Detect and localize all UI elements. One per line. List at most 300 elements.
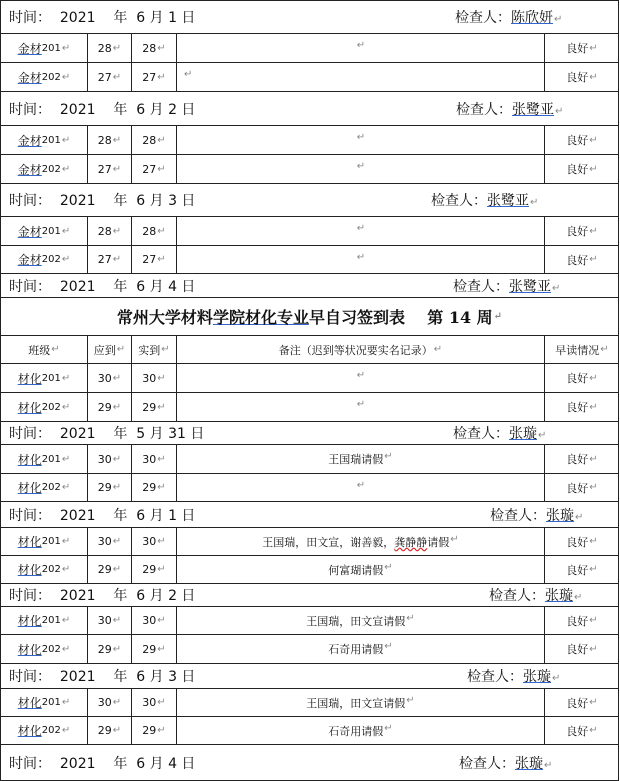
class-name: 金材 <box>17 133 42 148</box>
date-row <box>0 584 619 607</box>
day-label: 日 <box>176 10 196 26</box>
note-cell <box>177 217 545 245</box>
day-label: 日 <box>176 278 196 295</box>
checker-label: 检查人： <box>431 193 487 209</box>
due-cell <box>88 217 132 245</box>
reading-value: 良好 <box>566 253 589 267</box>
note-text: 王国瑞，田文宣请假 <box>306 697 406 710</box>
return-mark: ↵ <box>112 536 122 547</box>
checker-text <box>453 276 560 296</box>
class-cell <box>1 155 88 183</box>
return-mark: ↵ <box>61 453 71 465</box>
due-value: 29 <box>97 400 112 414</box>
return-mark: ↵ <box>157 643 166 655</box>
return-mark: ↵ <box>112 482 122 493</box>
return-mark: ↵ <box>112 254 122 265</box>
time-label: 时间： <box>9 426 51 442</box>
day-label: 日 <box>176 669 196 685</box>
month-label: 月 <box>145 588 169 604</box>
due-value: 30 <box>97 452 112 466</box>
due-cell <box>88 126 132 154</box>
return-mark: ↵ <box>61 372 71 384</box>
reading-cell <box>545 635 619 663</box>
reading-cell <box>545 126 619 154</box>
return-mark: ↵ <box>589 453 598 465</box>
return-mark: ↵ <box>61 401 71 413</box>
time-label: 时间： <box>9 10 51 26</box>
checker-text <box>453 423 546 443</box>
date-text <box>9 7 195 27</box>
month-value: 6 <box>136 278 146 295</box>
note-cell <box>177 717 545 744</box>
class-number: 201 <box>41 453 61 465</box>
checker-text <box>431 190 538 210</box>
due-value: 30 <box>97 371 112 385</box>
title-college: 学院 <box>212 308 245 327</box>
header-due-text: 应到 <box>93 343 116 357</box>
data-row <box>0 635 619 664</box>
year-label: 年 <box>95 669 137 685</box>
class-cell <box>1 635 88 663</box>
return-mark: ↵ <box>61 615 71 626</box>
checker-name: 张璇 <box>509 426 537 442</box>
due-cell <box>88 556 132 583</box>
reading-value: 良好 <box>566 643 589 656</box>
checker-text <box>490 505 583 525</box>
date-text <box>9 276 195 296</box>
checker-label: 检查人： <box>467 669 523 685</box>
return-mark: ↵ <box>356 480 366 491</box>
present-value: 30 <box>142 696 157 709</box>
due-cell <box>88 34 132 62</box>
month-value: 6 <box>136 755 146 772</box>
header-class <box>1 336 88 363</box>
return-mark: ↵ <box>61 42 71 54</box>
class-number: 201 <box>41 134 61 146</box>
due-cell <box>88 393 132 421</box>
return-mark: ↵ <box>356 252 366 263</box>
return-mark: ↵ <box>157 615 166 626</box>
month-label: 月 <box>145 278 169 295</box>
return-mark: ↵ <box>552 673 561 684</box>
note-text: 石奇用请假 <box>328 725 384 738</box>
date-text <box>9 505 195 525</box>
class-number: 202 <box>41 482 61 493</box>
reading-cell <box>545 155 619 183</box>
present-cell <box>132 607 177 634</box>
return-mark: ↵ <box>356 40 366 51</box>
return-mark: ↵ <box>184 69 193 80</box>
title-school: 常州大学材料 <box>116 308 213 327</box>
present-cell <box>132 364 177 392</box>
time-label: 时间： <box>9 101 51 118</box>
year-value: 2021 <box>51 278 96 295</box>
data-row <box>0 155 619 184</box>
reading-cell <box>545 528 619 555</box>
due-value: 29 <box>97 642 112 656</box>
header-note-text: 备注（迟到等状况要实名记录） <box>278 343 433 357</box>
note-cell <box>177 364 545 392</box>
return-mark: ↵ <box>356 370 366 381</box>
present-value: 27 <box>142 70 157 84</box>
reading-value: 良好 <box>566 225 589 238</box>
date-text <box>9 753 195 773</box>
return-mark: ↵ <box>157 536 166 547</box>
due-cell <box>88 607 132 634</box>
day-label: 日 <box>176 101 196 118</box>
return-mark: ↵ <box>157 254 166 265</box>
class-cell <box>1 34 88 62</box>
present-cell <box>132 635 177 663</box>
note-text: 石奇用请假 <box>328 643 384 656</box>
class-name: 材化 <box>17 563 42 577</box>
header-row <box>0 336 619 364</box>
day-value: 2 <box>168 588 177 604</box>
return-mark: ↵ <box>552 282 561 294</box>
month-value: 6 <box>136 10 146 26</box>
class-name: 材化 <box>17 535 42 549</box>
return-mark: ↵ <box>61 564 71 575</box>
reading-value: 良好 <box>566 134 589 147</box>
class-cell <box>1 393 88 421</box>
data-row <box>0 246 619 274</box>
reading-value: 良好 <box>566 481 589 495</box>
present-cell <box>132 528 177 555</box>
title-major: 材化专业 <box>244 308 309 327</box>
return-mark: ↵ <box>112 453 122 465</box>
date-row <box>0 92 619 126</box>
year-value: 2021 <box>51 101 96 118</box>
return-mark: ↵ <box>356 223 366 234</box>
class-name: 金材 <box>17 162 42 177</box>
data-row <box>0 607 619 635</box>
return-mark: ↵ <box>384 641 393 652</box>
data-row <box>0 474 619 502</box>
reading-value: 良好 <box>566 163 589 176</box>
return-mark: ↵ <box>555 105 564 117</box>
class-cell <box>1 126 88 154</box>
checker-label: 检查人： <box>456 101 512 118</box>
class-name: 材化 <box>17 371 42 386</box>
month-value: 6 <box>136 669 146 685</box>
return-mark: ↵ <box>112 163 122 175</box>
year-label: 年 <box>95 507 137 524</box>
due-cell <box>88 474 132 501</box>
class-cell <box>1 556 88 583</box>
present-cell <box>132 246 177 273</box>
data-row <box>0 717 619 745</box>
header-note <box>177 336 545 363</box>
month-label: 月 <box>145 507 169 524</box>
month-label: 月 <box>145 755 169 772</box>
date-row <box>0 184 619 217</box>
checker-label: 检查人： <box>489 588 545 604</box>
class-number: 201 <box>41 225 61 237</box>
month-label: 月 <box>145 101 169 118</box>
year-label: 年 <box>95 101 137 118</box>
due-cell <box>88 155 132 183</box>
class-name: 材化 <box>17 642 42 657</box>
return-mark: ↵ <box>112 372 122 384</box>
return-mark: ↵ <box>544 759 553 771</box>
month-label: 月 <box>145 10 169 26</box>
reading-value: 良好 <box>566 614 589 628</box>
return-mark: ↵ <box>433 344 443 355</box>
note-cell <box>177 126 545 154</box>
header-present-text: 实到 <box>138 343 161 357</box>
reading-cell <box>545 607 619 634</box>
return-mark: ↵ <box>589 254 598 265</box>
time-label: 时间： <box>9 507 51 524</box>
return-mark: ↵ <box>112 697 122 708</box>
due-value: 27 <box>97 70 112 84</box>
date-row <box>0 502 619 528</box>
present-value: 27 <box>142 162 157 176</box>
note-cell <box>177 556 545 583</box>
class-number: 202 <box>41 71 61 83</box>
due-cell <box>88 528 132 555</box>
present-value: 28 <box>142 133 157 147</box>
checker-label: 检查人： <box>490 507 546 524</box>
return-mark: ↵ <box>384 562 393 573</box>
class-name: 金材 <box>17 70 42 85</box>
return-mark: ↵ <box>589 372 598 384</box>
return-mark: ↵ <box>406 695 415 706</box>
day-label: 日 <box>176 588 196 604</box>
year-label: 年 <box>95 588 137 604</box>
present-cell <box>132 217 177 245</box>
class-cell <box>1 364 88 392</box>
return-mark: ↵ <box>575 511 584 523</box>
return-mark: ↵ <box>384 723 393 734</box>
return-mark: ↵ <box>450 534 459 545</box>
reading-value: 良好 <box>566 724 589 738</box>
class-cell <box>1 63 88 91</box>
reading-value: 良好 <box>566 563 589 577</box>
title-tail: 早自习签到表 <box>308 308 405 327</box>
return-mark: ↵ <box>384 451 393 462</box>
time-label: 时间： <box>9 193 51 209</box>
present-value: 29 <box>142 563 157 576</box>
present-value: 29 <box>142 724 157 737</box>
present-cell <box>132 474 177 501</box>
reading-value: 良好 <box>566 401 589 414</box>
return-mark: ↵ <box>116 344 126 355</box>
year-value: 2021 <box>51 193 96 209</box>
checker-text <box>459 753 552 773</box>
checker-name: 张璇 <box>515 755 543 772</box>
note-name: 龚静静 <box>394 536 428 549</box>
note-cell <box>177 155 545 183</box>
return-mark: ↵ <box>157 42 166 54</box>
return-mark: ↵ <box>589 725 598 736</box>
month-value: 6 <box>136 193 146 209</box>
class-number: 202 <box>41 401 61 413</box>
present-cell <box>132 126 177 154</box>
class-cell <box>1 607 88 634</box>
note-text: 何富瑚请假 <box>328 564 384 577</box>
month-value: 5 <box>136 426 146 442</box>
return-mark: ↵ <box>51 344 60 355</box>
return-mark: ↵ <box>356 399 366 410</box>
checker-label: 检查人： <box>459 755 515 772</box>
checker-name: 张璇 <box>545 588 573 604</box>
date-text <box>9 585 195 605</box>
day-value: 1 <box>168 507 177 524</box>
class-number: 201 <box>41 697 61 708</box>
return-mark: ↵ <box>157 564 166 575</box>
return-mark: ↵ <box>61 725 71 736</box>
month-label: 月 <box>145 426 169 442</box>
year-label: 年 <box>95 755 137 772</box>
reading-value: 良好 <box>566 372 589 385</box>
checker-name: 陈欣妍 <box>511 10 553 26</box>
return-mark: ↵ <box>157 482 166 493</box>
return-mark: ↵ <box>589 482 598 493</box>
due-cell <box>88 63 132 91</box>
year-value: 2021 <box>51 588 96 604</box>
return-mark: ↵ <box>161 344 170 355</box>
note-cell <box>177 63 545 91</box>
checker-label: 检查人： <box>453 426 509 442</box>
time-label: 时间： <box>9 588 51 604</box>
return-mark: ↵ <box>61 643 71 655</box>
return-mark: ↵ <box>589 643 598 655</box>
class-name: 材化 <box>17 452 42 467</box>
date-row <box>0 0 619 34</box>
due-value: 30 <box>97 696 112 709</box>
return-mark: ↵ <box>112 71 122 83</box>
month-value: 6 <box>136 507 146 524</box>
reading-value: 良好 <box>566 71 589 84</box>
checker-name: 张鹭亚 <box>509 278 551 295</box>
return-mark: ↵ <box>589 536 598 547</box>
class-cell <box>1 246 88 273</box>
note-cell <box>177 474 545 501</box>
class-name: 材化 <box>17 696 42 710</box>
present-value: 29 <box>142 481 157 494</box>
month-label: 月 <box>145 669 169 685</box>
month-value: 6 <box>136 101 146 118</box>
class-cell <box>1 217 88 245</box>
header-class-text: 班级 <box>28 343 51 357</box>
due-value: 29 <box>97 481 112 494</box>
class-number: 202 <box>41 643 61 655</box>
note-cell <box>177 607 545 634</box>
due-value: 30 <box>97 614 112 627</box>
reading-cell <box>545 474 619 501</box>
due-value: 27 <box>97 253 112 266</box>
checker-name: 张鹭亚 <box>487 193 529 209</box>
present-cell <box>132 689 177 716</box>
day-value: 2 <box>168 101 177 118</box>
present-value: 30 <box>142 371 157 385</box>
note-text: 王国瑞请假 <box>328 453 384 466</box>
return-mark: ↵ <box>356 132 366 143</box>
reading-cell <box>545 246 619 273</box>
return-mark: ↵ <box>493 311 503 322</box>
return-mark: ↵ <box>589 225 598 237</box>
class-number: 202 <box>41 725 61 736</box>
return-mark: ↵ <box>589 163 598 175</box>
month-value: 6 <box>136 588 146 604</box>
year-value: 2021 <box>51 669 96 685</box>
class-number: 201 <box>41 372 61 384</box>
due-cell <box>88 364 132 392</box>
date-row <box>0 664 619 689</box>
return-mark: ↵ <box>61 254 71 265</box>
return-mark: ↵ <box>61 225 71 237</box>
day-value: 3 <box>168 669 177 685</box>
class-name: 金材 <box>17 224 42 239</box>
year-label: 年 <box>95 10 137 26</box>
due-cell <box>88 635 132 663</box>
class-cell <box>1 689 88 716</box>
class-number: 201 <box>41 536 61 547</box>
return-mark: ↵ <box>574 592 583 603</box>
present-cell <box>132 445 177 473</box>
checker-name: 张璇 <box>523 669 551 685</box>
return-mark: ↵ <box>61 71 71 83</box>
data-row <box>0 364 619 393</box>
date-text <box>9 666 195 686</box>
title-row <box>0 298 619 336</box>
note-cell <box>177 34 545 62</box>
return-mark: ↵ <box>61 134 71 146</box>
class-number: 202 <box>41 254 61 265</box>
header-reading-text: 早读情况 <box>555 343 600 357</box>
header-due <box>88 336 132 363</box>
due-cell <box>88 689 132 716</box>
reading-value: 良好 <box>566 696 589 710</box>
return-mark: ↵ <box>530 197 539 208</box>
present-cell <box>132 393 177 421</box>
note-text: 请假 <box>427 536 450 549</box>
checker-label: 检查人： <box>453 278 509 295</box>
day-value: 31 <box>168 426 186 442</box>
present-cell <box>132 155 177 183</box>
class-number: 202 <box>41 163 61 175</box>
due-value: 30 <box>97 535 112 548</box>
checker-label: 检查人： <box>455 10 511 26</box>
year-label: 年 <box>95 193 137 209</box>
note-text: 王国瑞，田文宣请假 <box>306 615 406 628</box>
return-mark: ↵ <box>157 401 166 413</box>
reading-value: 良好 <box>566 453 589 466</box>
class-name: 材化 <box>17 400 42 415</box>
class-number: 201 <box>41 42 61 54</box>
present-value: 30 <box>142 452 157 466</box>
note-cell <box>177 689 545 716</box>
present-value: 29 <box>142 400 157 414</box>
day-label: 日 <box>185 426 205 442</box>
checker-text <box>455 7 562 27</box>
return-mark: ↵ <box>538 430 547 441</box>
reading-cell <box>545 445 619 473</box>
data-row <box>0 528 619 556</box>
present-cell <box>132 717 177 744</box>
class-number: 202 <box>41 564 61 575</box>
data-row <box>0 393 619 422</box>
reading-cell <box>545 34 619 62</box>
present-value: 28 <box>142 224 157 238</box>
reading-cell <box>545 217 619 245</box>
due-value: 28 <box>97 133 112 147</box>
data-row <box>0 34 619 63</box>
return-mark: ↵ <box>157 71 166 83</box>
return-mark: ↵ <box>112 225 122 237</box>
data-row <box>0 689 619 717</box>
